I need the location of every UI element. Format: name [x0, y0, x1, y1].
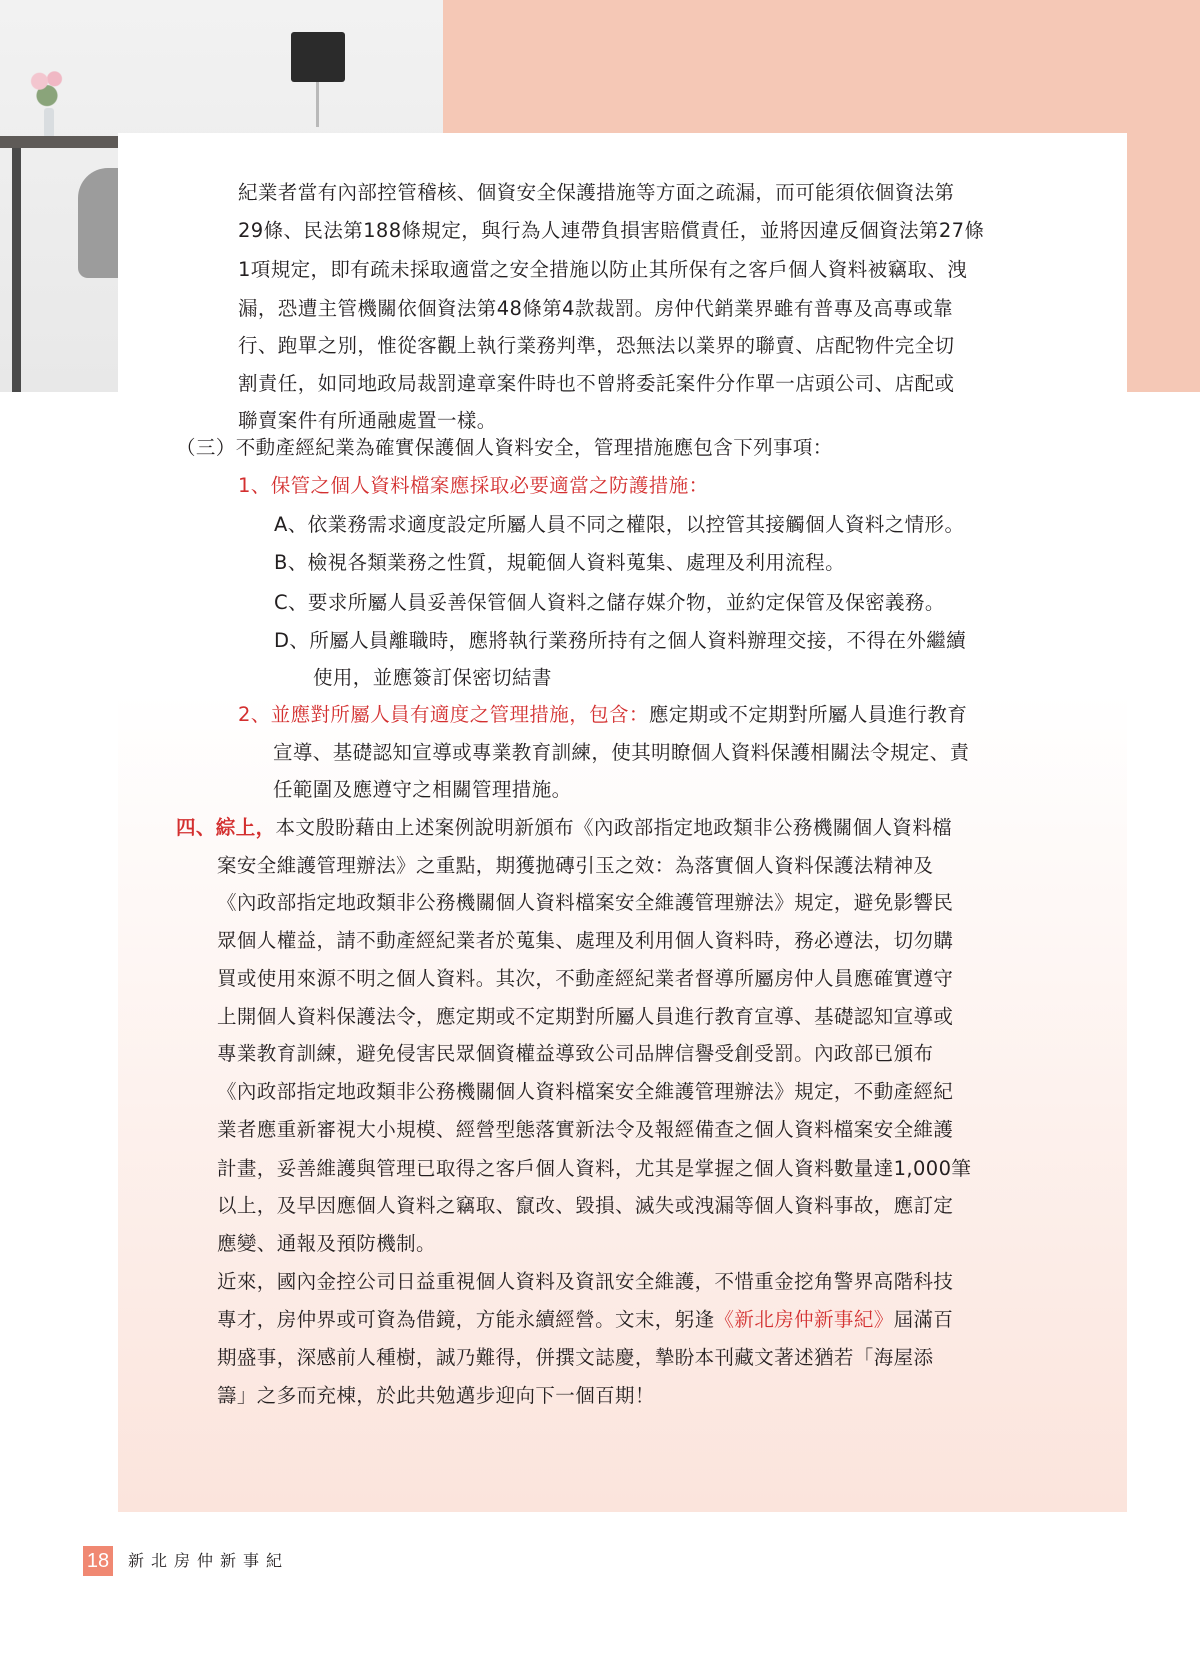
subitem-d: D、所屬人員離職時，應將執行業務所持有之個人資料辦理交接，不得在外繼續 [274, 629, 967, 652]
text-line: 以上，及早因應個人資料之竊取、竄改、毀損、滅失或洩漏等個人資料事故，應訂定 [217, 1194, 954, 1217]
closing-line-2 [217, 1300, 953, 1340]
text-line: 《內政部指定地政類非公務機關個人資料檔案安全維護管理辦法》規定，不動產經紀 [217, 1080, 954, 1103]
item-2-heading: 2、並應對所屬人員有適度之管理措施，包含： [238, 703, 649, 726]
text-line: 業者應重新審視大小規模、經營型態落實新法令及報經備查之個人資料檔案安全維護 [217, 1118, 954, 1141]
text-line: 1項規定，即有疏未採取適當之安全措施以防止其所保有之客戶個人資料被竊取、洩 [238, 258, 968, 281]
item-1-heading: 1、保管之個人資料檔案應採取必要適當之防護措施： [238, 474, 709, 497]
text-line: 紀業者當有內部控管稽核、個資安全保護措施等方面之疏漏，而可能須依個資法第 [238, 181, 955, 204]
text-line: 案安全維護管理辦法》之重點，期獲拋磚引玉之效：為落實個人資料保護法精神及 [217, 854, 934, 877]
publication-name: 新北房仲新事紀 [128, 1551, 290, 1570]
text-line: 29條、民法第188條規定，與行為人連帶負損害賠償責任，並將因違反個資法第27條 [238, 219, 985, 242]
item-2-text: 應定期或不定期對所屬人員進行教育 [648, 703, 968, 726]
text-line: 計畫，妥善維護與管理已取得之客戶個人資料，尤其是掌握之個人資料數量達1,000筆 [217, 1157, 972, 1180]
section-four-text: 本文殷盼藉由上述案例說明新頒布《內政部指定地政類非公務機關個人資料檔 [275, 816, 953, 839]
section-four-heading: 四、綜上， [176, 816, 276, 839]
publication-title-red: 《新北房仲新事紀》 [714, 1308, 894, 1331]
item-2-line [238, 695, 967, 735]
text-line: 行、跑單之別，惟從客觀上執行業務判準，恐無法以業界的聯賣、店配物件完全切 [238, 334, 955, 357]
section-four-line [176, 808, 952, 848]
subitem-d-continued: 使用，並應簽訂保密切結書 [313, 666, 552, 689]
text-line: 期盛事，深感前人種樹，誠乃難得，併撰文誌慶，摯盼本刊藏文著述猶若「海屋添 [217, 1346, 934, 1369]
page-number: 18 [83, 1546, 113, 1576]
text-line: 漏，恐遭主管機關依個資法第48條第4款裁罰。房仲代銷業界雖有普專及高專或靠 [238, 297, 954, 320]
text-line: 上開個人資料保護法令，應定期或不定期對所屬人員進行教育宣導、基礎認知宣導或 [217, 1005, 954, 1028]
subitem-c: C、要求所屬人員妥善保管個人資料之儲存媒介物，並約定保管及保密義務。 [274, 591, 945, 614]
text-line: 聯賣案件有所通融處置一樣。 [238, 409, 497, 432]
subitem-b: B、檢視各類業務之性質，規範個人資料蒐集、處理及利用流程。 [274, 551, 845, 574]
text-line: 《內政部指定地政類非公務機關個人資料檔案安全維護管理辦法》規定，避免影響民 [217, 891, 954, 914]
text-line: 眾個人權益，請不動產經紀業者於蒐集、處理及利用個人資料時，務必遵法，切勿購 [217, 929, 954, 952]
text-line: 宣導、基礎認知宣導或專業教育訓練，使其明瞭個人資料保護相關法令規定、責 [273, 741, 970, 764]
closing-text-post: 屆滿百 [893, 1308, 954, 1331]
subitem-a: A、依業務需求適度設定所屬人員不同之權限，以控管其接觸個人資料之情形。 [274, 513, 965, 536]
section-three-heading: （三）不動產經紀業為確實保護個人資料安全，管理措施應包含下列事項： [176, 436, 833, 459]
text-line: 買或使用來源不明之個人資料。其次，不動產經紀業者督導所屬房仲人員應確實遵守 [217, 967, 954, 990]
closing-text-pre: 專才，房仲界或可資為借鏡，方能永續經營。文末，躬逢 [217, 1308, 715, 1331]
text-line: 專業教育訓練，避免侵害民眾個資權益導致公司品牌信譽受創受罰。內政部已頒布 [217, 1042, 934, 1065]
text-line: 應變、通報及預防機制。 [217, 1232, 436, 1255]
text-line: 近來，國內金控公司日益重視個人資料及資訊安全維護，不惜重金挖角警界高階科技 [217, 1270, 954, 1293]
text-line: 任範圍及應遵守之相關管理措施。 [273, 778, 572, 801]
text-line: 割責任，如同地政局裁罰違章案件時也不曾將委託案件分作單一店頭公司、店配或 [238, 372, 955, 395]
text-line: 籌」之多而充棟，於此共勉邁步迎向下一個百期！ [217, 1384, 655, 1407]
